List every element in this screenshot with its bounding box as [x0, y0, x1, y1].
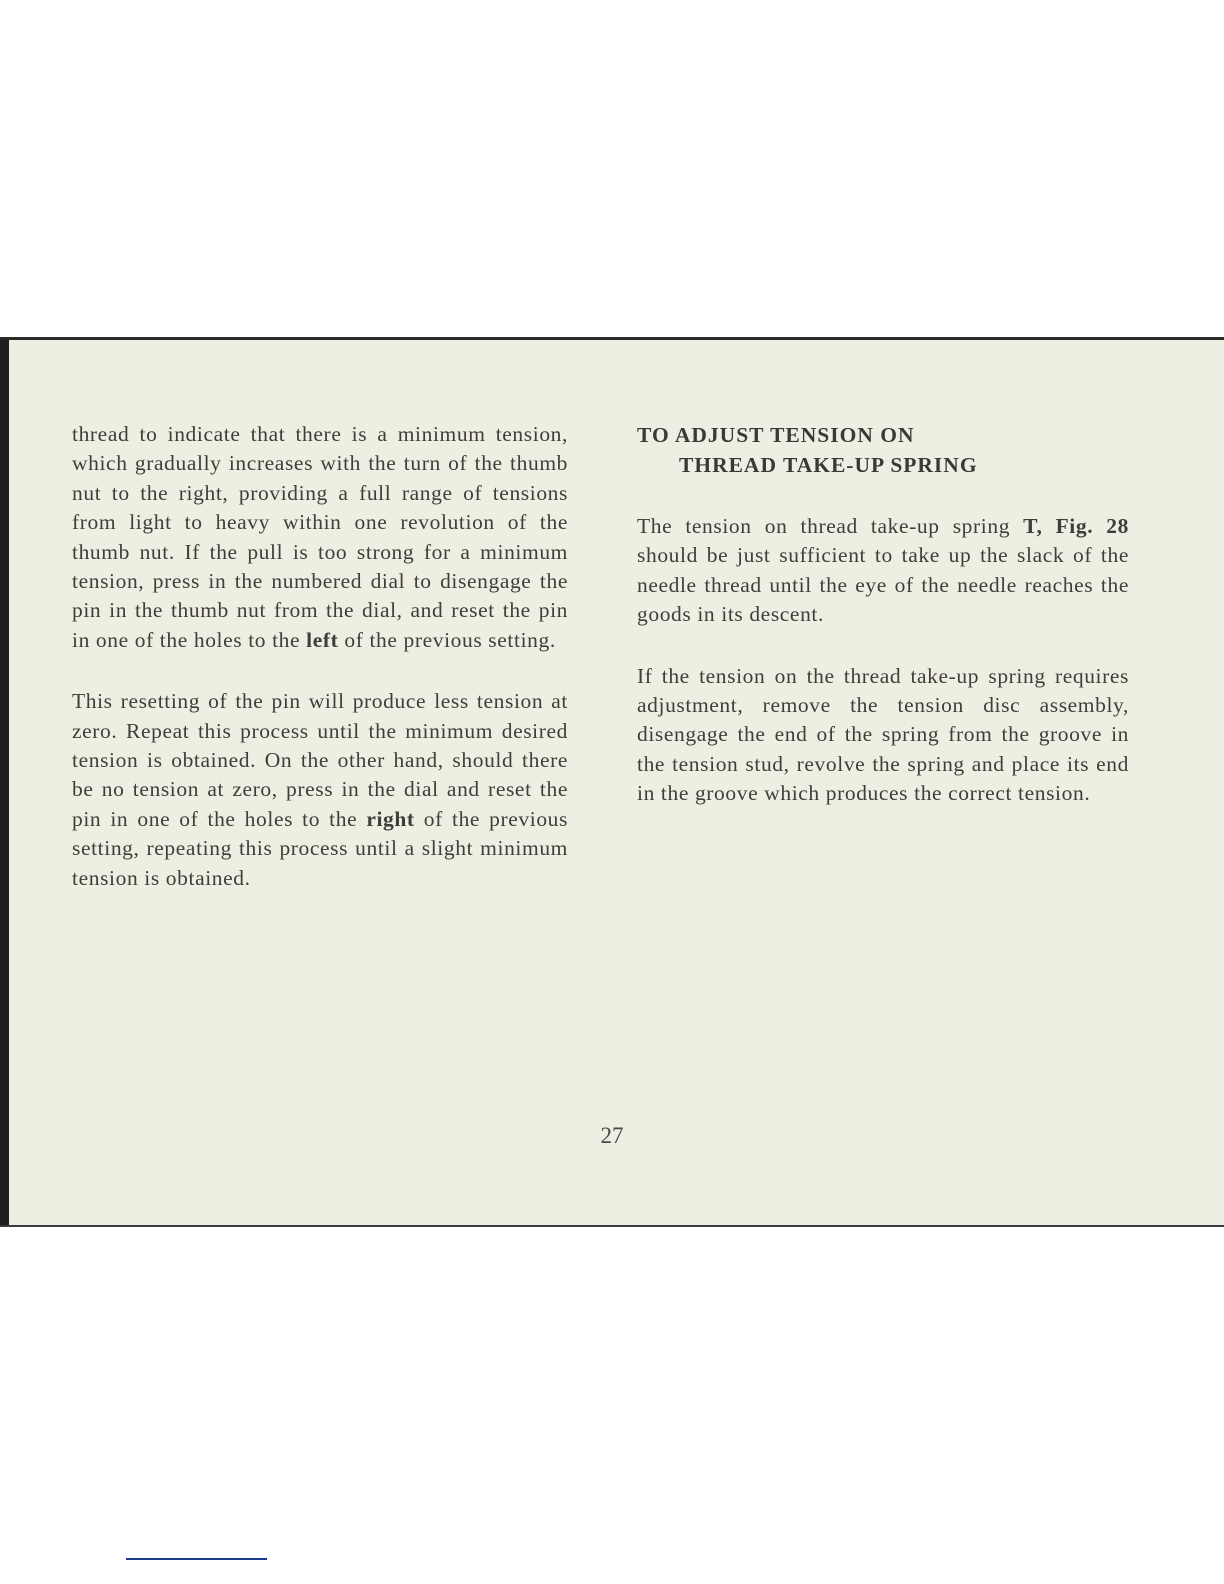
- heading-line-1: TO ADJUST TENSION ON: [637, 423, 915, 447]
- right-column: [637, 420, 1129, 841]
- heading-line-2: THREAD TAKE-UP SPRING: [679, 453, 978, 477]
- text-run: thread to indicate that there is a minimum tension, which gradually increases with the turn of the thumb nut to the right, providing a full range of tensions from light to heavy within one revolution of the thumb nut. If the pull is too strong for a minimum tension, press in the numbered dial to disengage the pin in the thumb nut from the dial, and reset the pin in one of the holes to the: [72, 422, 568, 652]
- left-paragraph-2: [72, 687, 568, 893]
- scan-edge: [0, 340, 9, 1225]
- bold-term: left: [306, 627, 339, 652]
- text-run: This resetting of the pin will produce less tension at zero. Repeat this process until the minimum desired tension is obtained. On the other hand, should there be no tension at zero, press in the dial and reset the pin in one of the holes to the: [72, 689, 568, 831]
- bold-term: right: [366, 806, 415, 831]
- right-paragraph-1: [637, 512, 1129, 630]
- text-run: should be just sufficient to take up the slack of the needle thread until the eye of the needle reaches the goods in its descent.: [637, 543, 1129, 627]
- text-run: The tension on thread take-up spring: [637, 514, 1024, 538]
- text-run: of the previous setting.: [338, 627, 556, 652]
- section-heading: [637, 420, 1129, 480]
- left-column: [72, 420, 568, 925]
- text-run: of the previous setting, repeating this process until a slight minimum tension is obtained.: [72, 806, 568, 890]
- left-paragraph-1: [72, 420, 568, 655]
- scanned-page: [0, 337, 1224, 1227]
- right-paragraph-2: If the tension on the thread take-up spring requires adjustment, remove the tension disc assembly, disengage the end of the spring from the groove in the tension stud, revolve the spring and place its end in the groove which produces the correct tension.: [637, 663, 1129, 806]
- page-number: 27: [600, 1123, 624, 1148]
- figure-reference: T, Fig. 28: [1023, 514, 1129, 538]
- footnote-rule: [126, 1558, 267, 1560]
